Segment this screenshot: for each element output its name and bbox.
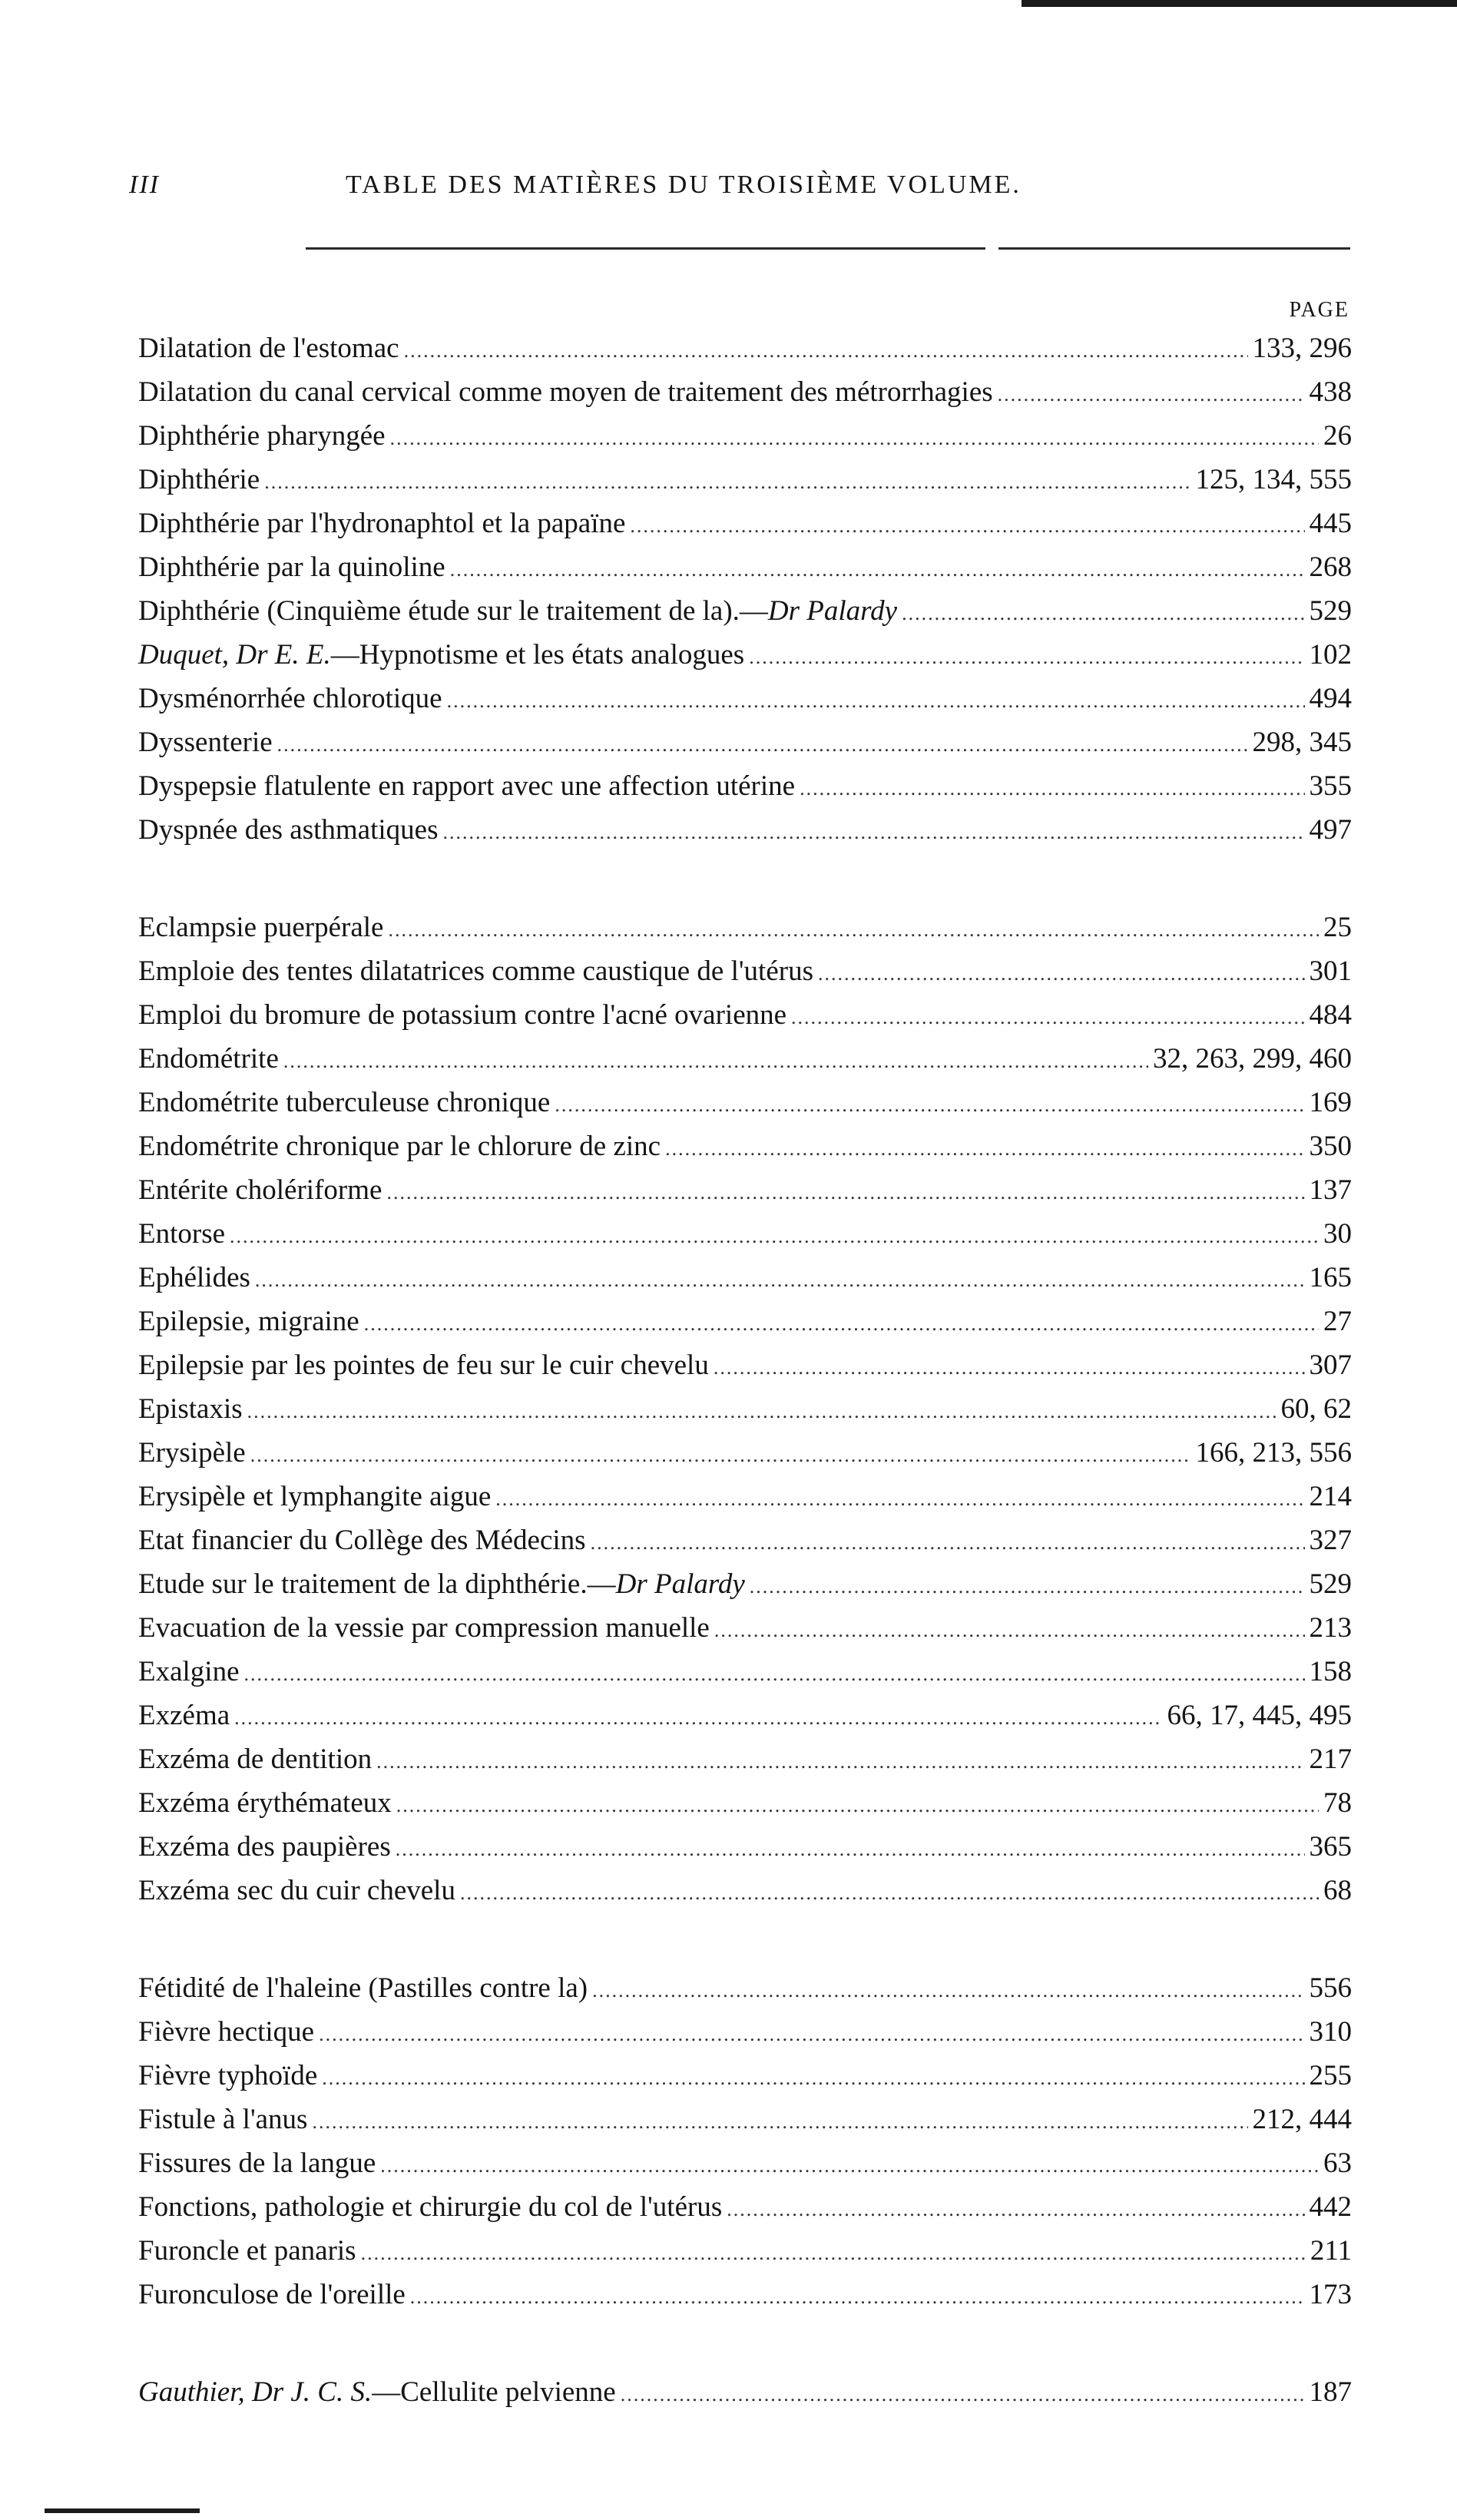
index-entry: [138, 2010, 1352, 2054]
entry-author: Dr Palardy: [615, 1568, 745, 1600]
dot-leader: [621, 2373, 1305, 2416]
entry-pages: 78: [1323, 1787, 1352, 1819]
entry-pages: 102: [1309, 639, 1352, 671]
entry-title: Ephélides: [138, 1262, 250, 1293]
index-entry: [138, 1037, 1352, 1081]
index-entry: [138, 589, 1352, 633]
entry-pages: 166, 213, 556: [1195, 1437, 1352, 1469]
index-entry: [138, 1212, 1352, 1256]
dot-leader: [495, 1477, 1304, 1521]
entry-label: [138, 1387, 243, 1431]
entry-title: Furoncle et panaris: [138, 2235, 356, 2267]
entry-title: Fétidité de l'haleine (Pastilles contre la): [138, 1972, 588, 2004]
entry-pages: 32, 263, 299, 460: [1153, 1043, 1352, 1075]
dot-leader: [447, 679, 1305, 723]
dot-leader: [361, 2231, 1306, 2275]
entry-pages: 125, 134, 555: [1195, 464, 1352, 495]
entry-label: [138, 1037, 279, 1081]
dot-leader: [592, 1969, 1304, 2012]
entry-author: Gauthier, Dr J. C. S.: [138, 2376, 373, 2408]
dot-leader: [749, 635, 1304, 679]
entry-title: Exzéma de dentition: [138, 1743, 373, 1775]
index-entry: [138, 633, 1352, 677]
entry-title: Epilepsie par les pointes de feu sur le cuir chevelu: [138, 1349, 709, 1381]
entry-title: Diphthérie par l'hydronaphtol et la papaïne: [138, 508, 626, 539]
dot-leader: [591, 1521, 1305, 1565]
index-entry: [138, 1966, 1352, 2010]
index-entry: [138, 414, 1352, 458]
entry-pages: 310: [1309, 2016, 1352, 2048]
entry-title: Exzéma des paupières: [138, 1831, 391, 1863]
entry-label: [138, 1869, 455, 1912]
dot-leader: [404, 329, 1248, 373]
entry-title: Diphthérie par la quinoline: [138, 551, 445, 583]
entry-title: Dyspepsie flatulente en rapport avec une affection utérine: [138, 770, 796, 802]
entry-label: [138, 677, 442, 720]
entry-label: [138, 2229, 356, 2273]
entry-label: [138, 949, 813, 993]
entry-title: Epilepsie, migraine: [138, 1306, 359, 1337]
dot-leader: [396, 1827, 1305, 1871]
entry-label: [138, 326, 399, 370]
index-entry: [138, 1737, 1352, 1781]
entry-title: Fonctions, pathologie et chirurgie du col de l'utérus: [138, 2191, 723, 2223]
entry-label: [138, 2185, 722, 2229]
entry-label: [138, 1431, 246, 1475]
entry-label: [138, 1343, 709, 1387]
dot-leader: [902, 591, 1304, 635]
entry-label: [138, 993, 786, 1037]
entry-label: [138, 370, 993, 414]
entry-pages: 66, 17, 445, 495: [1167, 1700, 1352, 1731]
entry-label: [138, 458, 260, 502]
entry-pages: 25: [1323, 912, 1352, 943]
entry-title: Eclampsie puerpérale: [138, 912, 384, 943]
dot-leader: [727, 2187, 1304, 2231]
running-title: TABLE DES MATIÈRES DU TROISIÈME VOLUME.: [346, 171, 1022, 199]
dot-leader: [386, 1171, 1304, 1214]
entry-pages: 26: [1323, 420, 1352, 452]
entry-label: [138, 545, 445, 589]
index-entry: [138, 1387, 1352, 1431]
dot-leader: [230, 1214, 1319, 1258]
entry-label: [138, 1518, 586, 1562]
entry-title: Exzéma: [138, 1700, 230, 1731]
entry-title: Fissures de la langue: [138, 2147, 376, 2179]
entry-label: [138, 1256, 250, 1300]
entry-pages: 212, 444: [1252, 2104, 1352, 2135]
entry-label: [138, 1606, 710, 1650]
dot-leader: [800, 767, 1304, 810]
entry-label: [138, 1300, 359, 1343]
entry-title: Evacuation de la vessie par compression manuelle: [138, 1612, 710, 1644]
index-entry: [138, 545, 1352, 589]
entry-title: Dysménorrhée chlorotique: [138, 683, 442, 714]
index-entry: [138, 2185, 1352, 2229]
entry-title: Dilatation de l'estomac: [138, 333, 399, 364]
index-entry: [138, 2141, 1352, 2185]
entry-title: Fièvre hectique: [138, 2016, 315, 2048]
index-letter-group: [138, 906, 1352, 1912]
entry-title: Epistaxis: [138, 1393, 243, 1425]
index-entry: [138, 1475, 1352, 1518]
index-entry: [138, 2273, 1352, 2316]
entry-title: Exalgine: [138, 1656, 240, 1687]
entry-label: [138, 2054, 317, 2098]
dot-leader: [460, 1871, 1319, 1915]
index-entry: [138, 1256, 1352, 1300]
entry-pages: 68: [1323, 1875, 1352, 1906]
index-entry: [138, 370, 1352, 414]
dot-leader: [312, 2100, 1247, 2144]
entry-pages: 165: [1309, 1262, 1352, 1293]
dot-leader: [665, 1127, 1304, 1171]
bottom-edge-rule: [45, 2508, 200, 2513]
index-entry: [138, 1168, 1352, 1212]
entry-pages: 255: [1309, 2060, 1352, 2091]
dot-leader: [322, 2056, 1304, 2100]
entry-title: Emploie des tentes dilatatrices comme caustique de l'utérus: [138, 955, 813, 987]
entry-author: Dr Palardy: [767, 595, 898, 627]
index-entry: [138, 677, 1352, 720]
entry-title: Furonculose de l'oreille: [138, 2279, 406, 2310]
index-entry: [138, 1825, 1352, 1869]
entry-title: Endométrite chronique par le chlorure de zinc: [138, 1131, 661, 1162]
entry-title: Emploi du bromure de potassium contre l'acné ovarienne: [138, 999, 787, 1031]
entry-label: [138, 1825, 391, 1869]
page-header: [129, 171, 1312, 209]
entry-title: Erysipèle et lymphangite aigue: [138, 1481, 492, 1512]
dot-leader: [255, 1258, 1305, 1302]
entry-title: Entérite cholériforme: [138, 1174, 382, 1206]
index-entry: [138, 1081, 1352, 1124]
entry-pages: 60, 62: [1280, 1393, 1352, 1425]
entry-pages: 494: [1309, 683, 1352, 714]
top-edge-rule: [1022, 0, 1457, 7]
entry-title: Erysipèle: [138, 1437, 246, 1469]
entry-title: Diphthérie: [138, 464, 260, 495]
dot-leader: [750, 1565, 1305, 1608]
page-column-heading: PAGE: [1289, 298, 1349, 322]
dot-leader: [998, 373, 1305, 416]
dot-leader: [714, 1608, 1305, 1652]
entry-label: [138, 764, 795, 808]
dot-leader: [264, 460, 1190, 504]
dot-leader: [376, 1740, 1304, 1783]
entry-pages: 365: [1309, 1831, 1352, 1863]
index-entry: [138, 2054, 1352, 2098]
entry-title: Endométrite: [138, 1043, 279, 1075]
index-entry: [138, 1869, 1352, 1912]
page-number: III: [129, 171, 160, 199]
dot-leader: [396, 1783, 1319, 1827]
entry-label: [138, 2370, 616, 2414]
entry-title: Exzéma érythémateux: [138, 1787, 392, 1819]
entry-pages: 497: [1309, 814, 1352, 846]
dot-leader: [247, 1389, 1277, 1433]
dot-leader: [630, 504, 1304, 548]
dot-leader: [380, 2144, 1319, 2187]
entry-title: —Hypnotisme et les états analogues: [330, 639, 745, 671]
entry-pages: 137: [1309, 1174, 1352, 1206]
entry-title: Dilatation du canal cervical comme moyen de traitement des métrorrhagies: [138, 376, 993, 408]
entry-author: Duquet, Dr E. E.: [138, 639, 331, 671]
entry-pages: 30: [1323, 1218, 1352, 1250]
dot-leader: [364, 1302, 1319, 1346]
entry-label: [138, 1781, 392, 1825]
index-entry: [138, 764, 1352, 808]
entry-label: [138, 1694, 230, 1737]
entry-pages: 173: [1309, 2279, 1352, 2310]
entry-title: Diphthérie (Cinquième étude sur le traitement de la).—: [138, 595, 768, 627]
entry-pages: 327: [1309, 1525, 1352, 1556]
index-entry: [138, 993, 1352, 1037]
entry-label: [138, 1124, 661, 1168]
entry-pages: 169: [1309, 1087, 1352, 1118]
index-entry: [138, 1606, 1352, 1650]
index-letter-group: [138, 326, 1352, 852]
entry-pages: 268: [1309, 551, 1352, 583]
entry-pages: 529: [1309, 1568, 1352, 1600]
entry-label: [138, 808, 438, 852]
dot-leader: [277, 723, 1248, 767]
entry-label: [138, 2010, 314, 2054]
entry-pages: 211: [1310, 2235, 1352, 2267]
dot-leader: [442, 810, 1304, 854]
dot-leader: [319, 2012, 1304, 2056]
entry-pages: 213: [1309, 1612, 1352, 1644]
entry-pages: 438: [1309, 376, 1352, 408]
index-entry: [138, 2098, 1352, 2141]
entry-label: [138, 589, 897, 633]
entry-title: Entorse: [138, 1218, 226, 1250]
entry-label: [138, 1168, 382, 1212]
entry-label: [138, 2273, 406, 2316]
dot-leader: [390, 416, 1319, 460]
entry-label: [138, 2098, 307, 2141]
entry-pages: 217: [1309, 1743, 1352, 1775]
index-entry: [138, 1562, 1352, 1606]
index-entry: [138, 1124, 1352, 1168]
index-entries: [138, 326, 1352, 2468]
entry-title: Etat financier du Collège des Médecins: [138, 1525, 586, 1556]
index-entry: [138, 2229, 1352, 2273]
index-entry: [138, 1694, 1352, 1737]
entry-pages: 158: [1309, 1656, 1352, 1687]
index-entry: [138, 1650, 1352, 1694]
entry-title: Etude sur le traitement de la diphthérie.—: [138, 1568, 616, 1600]
entry-pages: 529: [1309, 595, 1352, 627]
index-entry: [138, 1781, 1352, 1825]
entry-title: Dyssenterie: [138, 727, 273, 758]
entry-pages: 214: [1309, 1481, 1352, 1512]
entry-label: [138, 720, 273, 764]
entry-title: Fistule à l'anus: [138, 2104, 308, 2135]
entry-title: Diphthérie pharyngée: [138, 420, 386, 452]
dot-leader: [410, 2275, 1305, 2319]
entry-pages: 27: [1323, 1306, 1352, 1337]
dot-leader: [450, 548, 1305, 591]
entry-label: [138, 414, 386, 458]
dot-leader: [244, 1652, 1305, 1696]
entry-pages: 187: [1309, 2376, 1352, 2408]
entry-pages: 307: [1309, 1349, 1352, 1381]
entry-pages: 63: [1323, 2147, 1352, 2179]
dot-leader: [283, 1039, 1148, 1083]
entry-label: [138, 1966, 588, 2010]
entry-pages: 442: [1309, 2191, 1352, 2223]
index-letter-group: [138, 1966, 1352, 2316]
index-entry: [138, 326, 1352, 370]
index-entry: [138, 720, 1352, 764]
dot-leader: [555, 1083, 1304, 1127]
entry-pages: 301: [1309, 955, 1352, 987]
index-entry: [138, 949, 1352, 993]
index-entry: [138, 906, 1352, 949]
entry-label: [138, 1212, 225, 1256]
entry-label: [138, 906, 383, 949]
entry-pages: 556: [1309, 1972, 1352, 2004]
dot-leader: [818, 952, 1305, 995]
entry-pages: 355: [1309, 770, 1352, 802]
index-entry: [138, 1431, 1352, 1475]
entry-title: Endométrite tuberculeuse chronique: [138, 1087, 551, 1118]
index-entry: [138, 458, 1352, 502]
entry-label: [138, 1475, 491, 1518]
entry-label: [138, 1081, 550, 1124]
entry-label: [138, 633, 744, 677]
entry-title: —Cellulite pelvienne: [372, 2376, 616, 2408]
entry-title: Dyspnée des asthmatiques: [138, 814, 439, 846]
header-rule: [998, 247, 1350, 250]
entry-label: [138, 1562, 745, 1606]
entry-label: [138, 1650, 240, 1694]
header-rule: [306, 247, 985, 250]
index-letter-group: [138, 2370, 1352, 2414]
index-entry: [138, 1343, 1352, 1387]
dot-leader: [234, 1696, 1162, 1740]
entry-pages: 445: [1309, 508, 1352, 539]
entry-title: Fièvre typhoïde: [138, 2060, 318, 2091]
dot-leader: [250, 1433, 1191, 1477]
index-entry: [138, 1300, 1352, 1343]
index-entry: [138, 502, 1352, 545]
entry-label: [138, 2141, 376, 2185]
dot-leader: [791, 995, 1304, 1039]
index-entry: [138, 1518, 1352, 1562]
entry-label: [138, 502, 625, 545]
entry-pages: 298, 345: [1252, 727, 1352, 758]
entry-pages: 484: [1309, 999, 1352, 1031]
entry-pages: 133, 296: [1252, 333, 1352, 364]
entry-label: [138, 1737, 372, 1781]
dot-leader: [388, 908, 1319, 952]
entry-title: Exzéma sec du cuir chevelu: [138, 1875, 455, 1906]
index-entry: [138, 2370, 1352, 2414]
index-entry: [138, 808, 1352, 852]
entry-pages: 350: [1309, 1131, 1352, 1162]
dot-leader: [714, 1346, 1305, 1389]
